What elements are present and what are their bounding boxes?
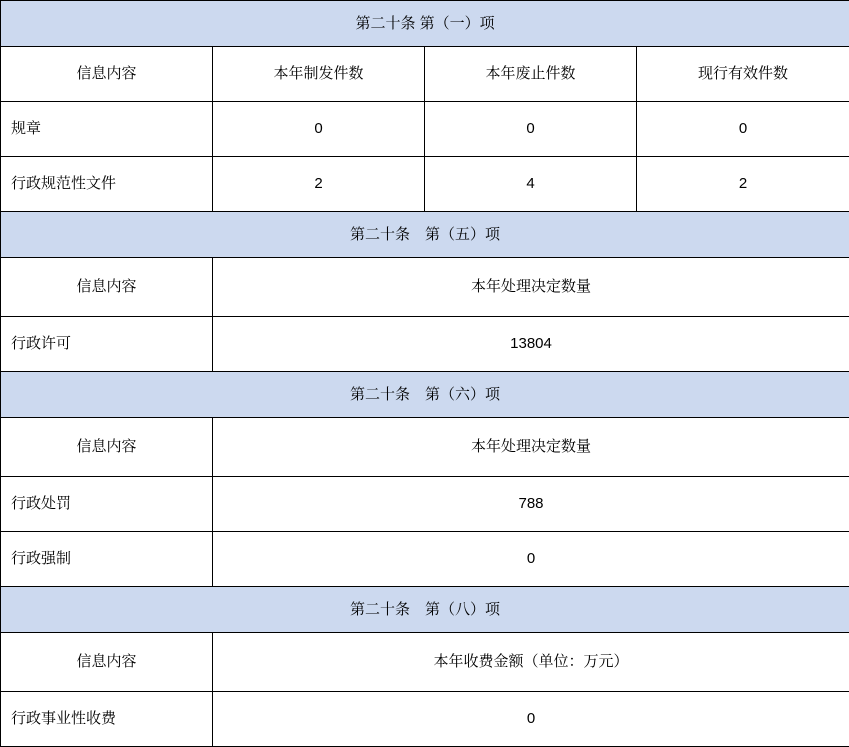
column-header-info-content: 信息内容 [1, 633, 213, 692]
row-label-administrative-coercion: 行政强制 [1, 532, 213, 587]
row-label-rules: 规章 [1, 102, 213, 157]
table-row [1, 692, 849, 747]
section-header-row [1, 1, 849, 47]
table-row [1, 477, 849, 532]
column-header-issued-count: 本年制发件数 [213, 47, 425, 102]
cell-normative-abolished: 4 [425, 157, 637, 212]
row-label-administrative-fees: 行政事业性收费 [1, 692, 213, 747]
section-header-row [1, 372, 849, 418]
section-heading-20-6: 第二十条 第（六）项 [1, 372, 849, 418]
section-header-row [1, 212, 849, 258]
cell-rules-abolished: 0 [425, 102, 637, 157]
cell-rules-effective: 0 [637, 102, 849, 157]
row-label-administrative-license: 行政许可 [1, 317, 213, 372]
table-row [1, 532, 849, 587]
column-header-info-content: 信息内容 [1, 47, 213, 102]
column-header-row [1, 258, 849, 317]
section-header-row [1, 587, 849, 633]
cell-normative-effective: 2 [637, 157, 849, 212]
column-header-fee-amount: 本年收费金额（单位：万元） [213, 633, 849, 692]
column-header-row [1, 633, 849, 692]
table-row [1, 317, 849, 372]
column-header-row [1, 418, 849, 477]
section-heading-20-8: 第二十条 第（八）项 [1, 587, 849, 633]
column-header-decisions-count: 本年处理决定数量 [213, 258, 849, 317]
cell-administrative-penalty-count: 788 [213, 477, 849, 532]
cell-administrative-fees-amount: 0 [213, 692, 849, 747]
cell-rules-issued: 0 [213, 102, 425, 157]
cell-normative-issued: 2 [213, 157, 425, 212]
column-header-info-content: 信息内容 [1, 258, 213, 317]
column-header-row [1, 47, 849, 102]
section-heading-20-5: 第二十条 第（五）项 [1, 212, 849, 258]
row-label-normative-documents: 行政规范性文件 [1, 157, 213, 212]
column-header-abolished-count: 本年废止件数 [425, 47, 637, 102]
cell-administrative-coercion-count: 0 [213, 532, 849, 587]
row-label-administrative-penalty: 行政处罚 [1, 477, 213, 532]
table-row [1, 157, 849, 212]
column-header-info-content: 信息内容 [1, 418, 213, 477]
table-row [1, 102, 849, 157]
section-heading-20-1: 第二十条 第（一）项 [1, 1, 849, 47]
column-header-decisions-count: 本年处理决定数量 [213, 418, 849, 477]
column-header-effective-count: 现行有效件数 [637, 47, 849, 102]
cell-administrative-license-count: 13804 [213, 317, 849, 372]
